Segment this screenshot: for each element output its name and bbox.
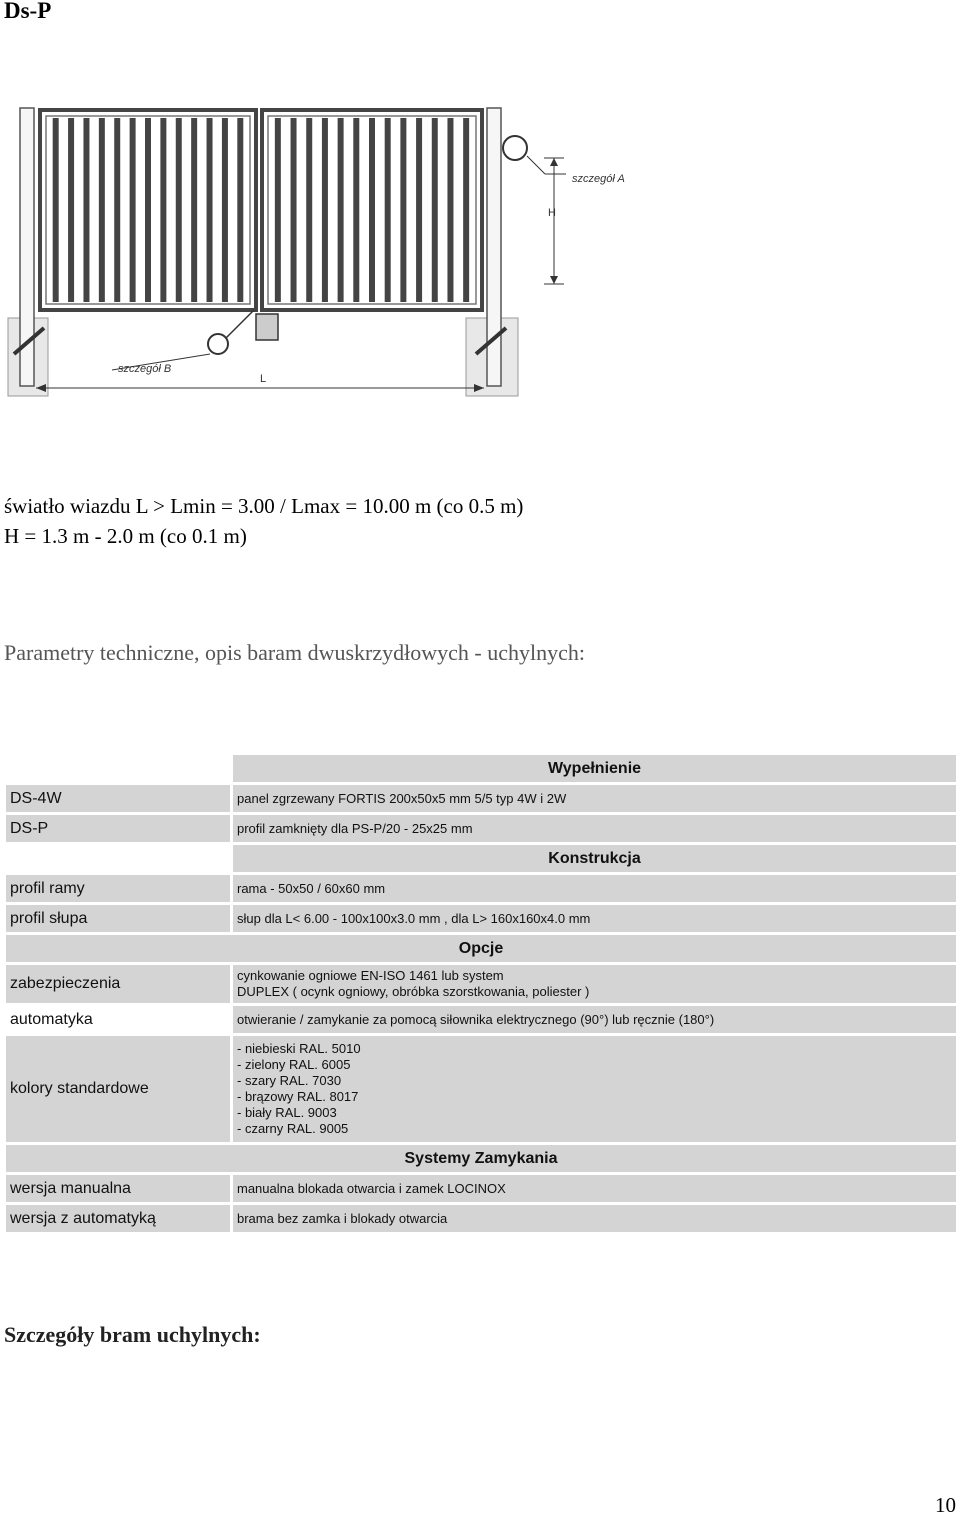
table-row xyxy=(6,1175,956,1202)
table-row xyxy=(6,875,956,902)
row-label: wersja manualna xyxy=(6,1175,230,1202)
gate-drawing xyxy=(0,96,660,416)
head-locks: Systemy Zamykania xyxy=(6,1145,956,1172)
row-label: wersja z automatyką xyxy=(6,1205,230,1232)
table-row xyxy=(6,785,956,812)
detail-a-label: szczegół A xyxy=(572,173,625,185)
row-label: automatyka xyxy=(6,1006,230,1033)
table-row xyxy=(6,965,956,1003)
row-label: zabezpieczenia xyxy=(6,965,230,1003)
row-value: otwieranie / zamykanie za pomocą siłownika elektrycznego (90°) lub ręcznie (180°) xyxy=(233,1006,956,1033)
list-item: - brązowy RAL. 8017 xyxy=(237,1089,359,1104)
table-head-locks xyxy=(6,1145,956,1172)
colors-list xyxy=(233,1036,956,1142)
row-value xyxy=(233,965,956,1003)
row-value: rama - 50x50 / 60x60 mm xyxy=(233,875,956,902)
row-value: profil zamknięty dla PS-P/20 - 25x25 mm xyxy=(233,815,956,842)
height-label: H xyxy=(548,207,556,219)
list-item: - niebieski RAL. 5010 xyxy=(237,1041,361,1056)
head-construction: Konstrukcja xyxy=(233,845,956,872)
row-value: brama bez zamka i blokady otwarcia xyxy=(233,1205,956,1232)
spec-table xyxy=(6,755,956,1235)
section-title: Parametry techniczne, opis baram dwuskrzydłowych - uchylnych: xyxy=(4,640,585,665)
list-item: - szary RAL. 7030 xyxy=(237,1073,342,1088)
table-head-options xyxy=(6,935,956,962)
list-item: - biały RAL. 9003 xyxy=(237,1105,337,1120)
row-value: manualna blokada otwarcia i zamek LOCINOX xyxy=(233,1175,956,1202)
row-label: profil ramy xyxy=(6,875,230,902)
spec-height: H = 1.3 m - 2.0 m (co 0.1 m) xyxy=(4,524,247,548)
list-item: - zielony RAL. 6005 xyxy=(237,1057,351,1072)
page-number: 10 xyxy=(935,1493,956,1517)
table-head-fill xyxy=(6,755,956,782)
section-title-details: Szczegóły bram uchylnych: xyxy=(4,1322,261,1347)
length-label: L xyxy=(260,373,267,385)
protection-line-2: DUPLEX ( ocynk ogniowy, obróbka szorstkowania, poliester ) xyxy=(237,984,590,999)
row-label: DS-P xyxy=(6,815,230,842)
head-options: Opcje xyxy=(6,935,956,962)
table-row xyxy=(6,1006,956,1033)
list-item: - czarny RAL. 9005 xyxy=(237,1121,349,1136)
protection-line-1: cynkowanie ogniowe EN-ISO 1461 lub system xyxy=(237,968,504,983)
table-head-construction xyxy=(6,845,956,872)
detail-b-label: szczegół B xyxy=(118,363,172,375)
row-value: słup dla L< 6.00 - 100x100x3.0 mm , dla L> 160x160x4.0 mm xyxy=(233,905,956,932)
row-label: kolory standardowe xyxy=(6,1036,230,1142)
table-row xyxy=(6,815,956,842)
document-title: Ds-P xyxy=(4,0,52,23)
row-value: panel zgrzewany FORTIS 200x50x5 mm 5/5 typ 4W i 2W xyxy=(233,785,956,812)
row-label: DS-4W xyxy=(6,785,230,812)
row-label: profil słupa xyxy=(6,905,230,932)
head-fill: Wypełnienie xyxy=(233,755,956,782)
table-row xyxy=(6,1036,956,1142)
table-row xyxy=(6,1205,956,1232)
table-row xyxy=(6,905,956,932)
spec-width: światło wiazdu L > Lmin = 3.00 / Lmax = 10.00 m (co 0.5 m) xyxy=(4,494,524,518)
